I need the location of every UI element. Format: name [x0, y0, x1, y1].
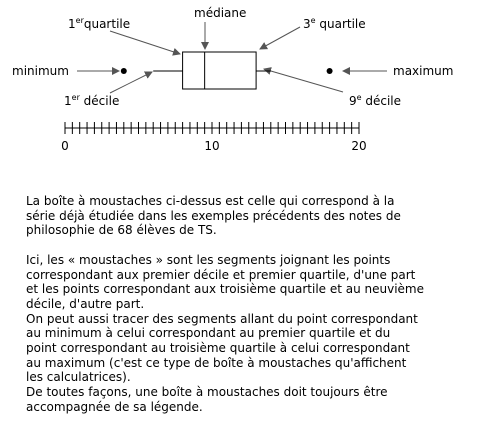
paragraph-legend: De toutes façons, une boîte à moustaches doit toujours être accompagnée de sa légende. [26, 385, 388, 414]
axis-label-10: 10 [204, 139, 220, 153]
box-plot-diagram [0, 0, 481, 165]
first-quartile-arrow [110, 31, 180, 54]
minimum-point [121, 68, 127, 74]
axis-label-0: 0 [61, 139, 69, 153]
paragraph-intro: La boîte à moustaches ci-dessus est celle qui correspond à la série déjà étudiée dans les exemples précédents des notes de philosophie de 68 élèves de TS. [26, 194, 401, 238]
quartile-box [183, 52, 257, 89]
maximum-label: maximum [393, 64, 454, 78]
third-quartile-label: 3e quartile [303, 16, 366, 31]
first-quartile-label: 1erquartile [68, 16, 131, 31]
third-quartile-arrow [260, 27, 300, 49]
first-decile-arrow [110, 72, 152, 93]
graduated-axis [61, 122, 366, 153]
paragraph-gap [26, 238, 476, 253]
maximum-point [327, 68, 333, 74]
median-label: médiane [194, 6, 247, 20]
first-decile-label: 1er décile [64, 93, 120, 108]
axis-label-20: 20 [351, 139, 367, 153]
minimum-label: minimum [12, 64, 69, 78]
paragraph-whiskers: Ici, les « moustaches » sont les segments joignant les points correspondant aux premier décile et premier quartile, d'une part et les points correspondant aux troisième quartile et au neuvième décile, d'autre part. [26, 252, 425, 311]
explanation-text [26, 194, 476, 415]
ninth-decile-label: 9e décile [349, 93, 402, 108]
paragraph-alternative: On peut aussi tracer des segments allant du point correspondant au minimum à celui correspondant au premier quartile et du point correspondant au troisième quartile à celui correspondant au maximum (c'est ce type de boîte à moustaches qu'affichent les calculatrices). [26, 311, 418, 385]
